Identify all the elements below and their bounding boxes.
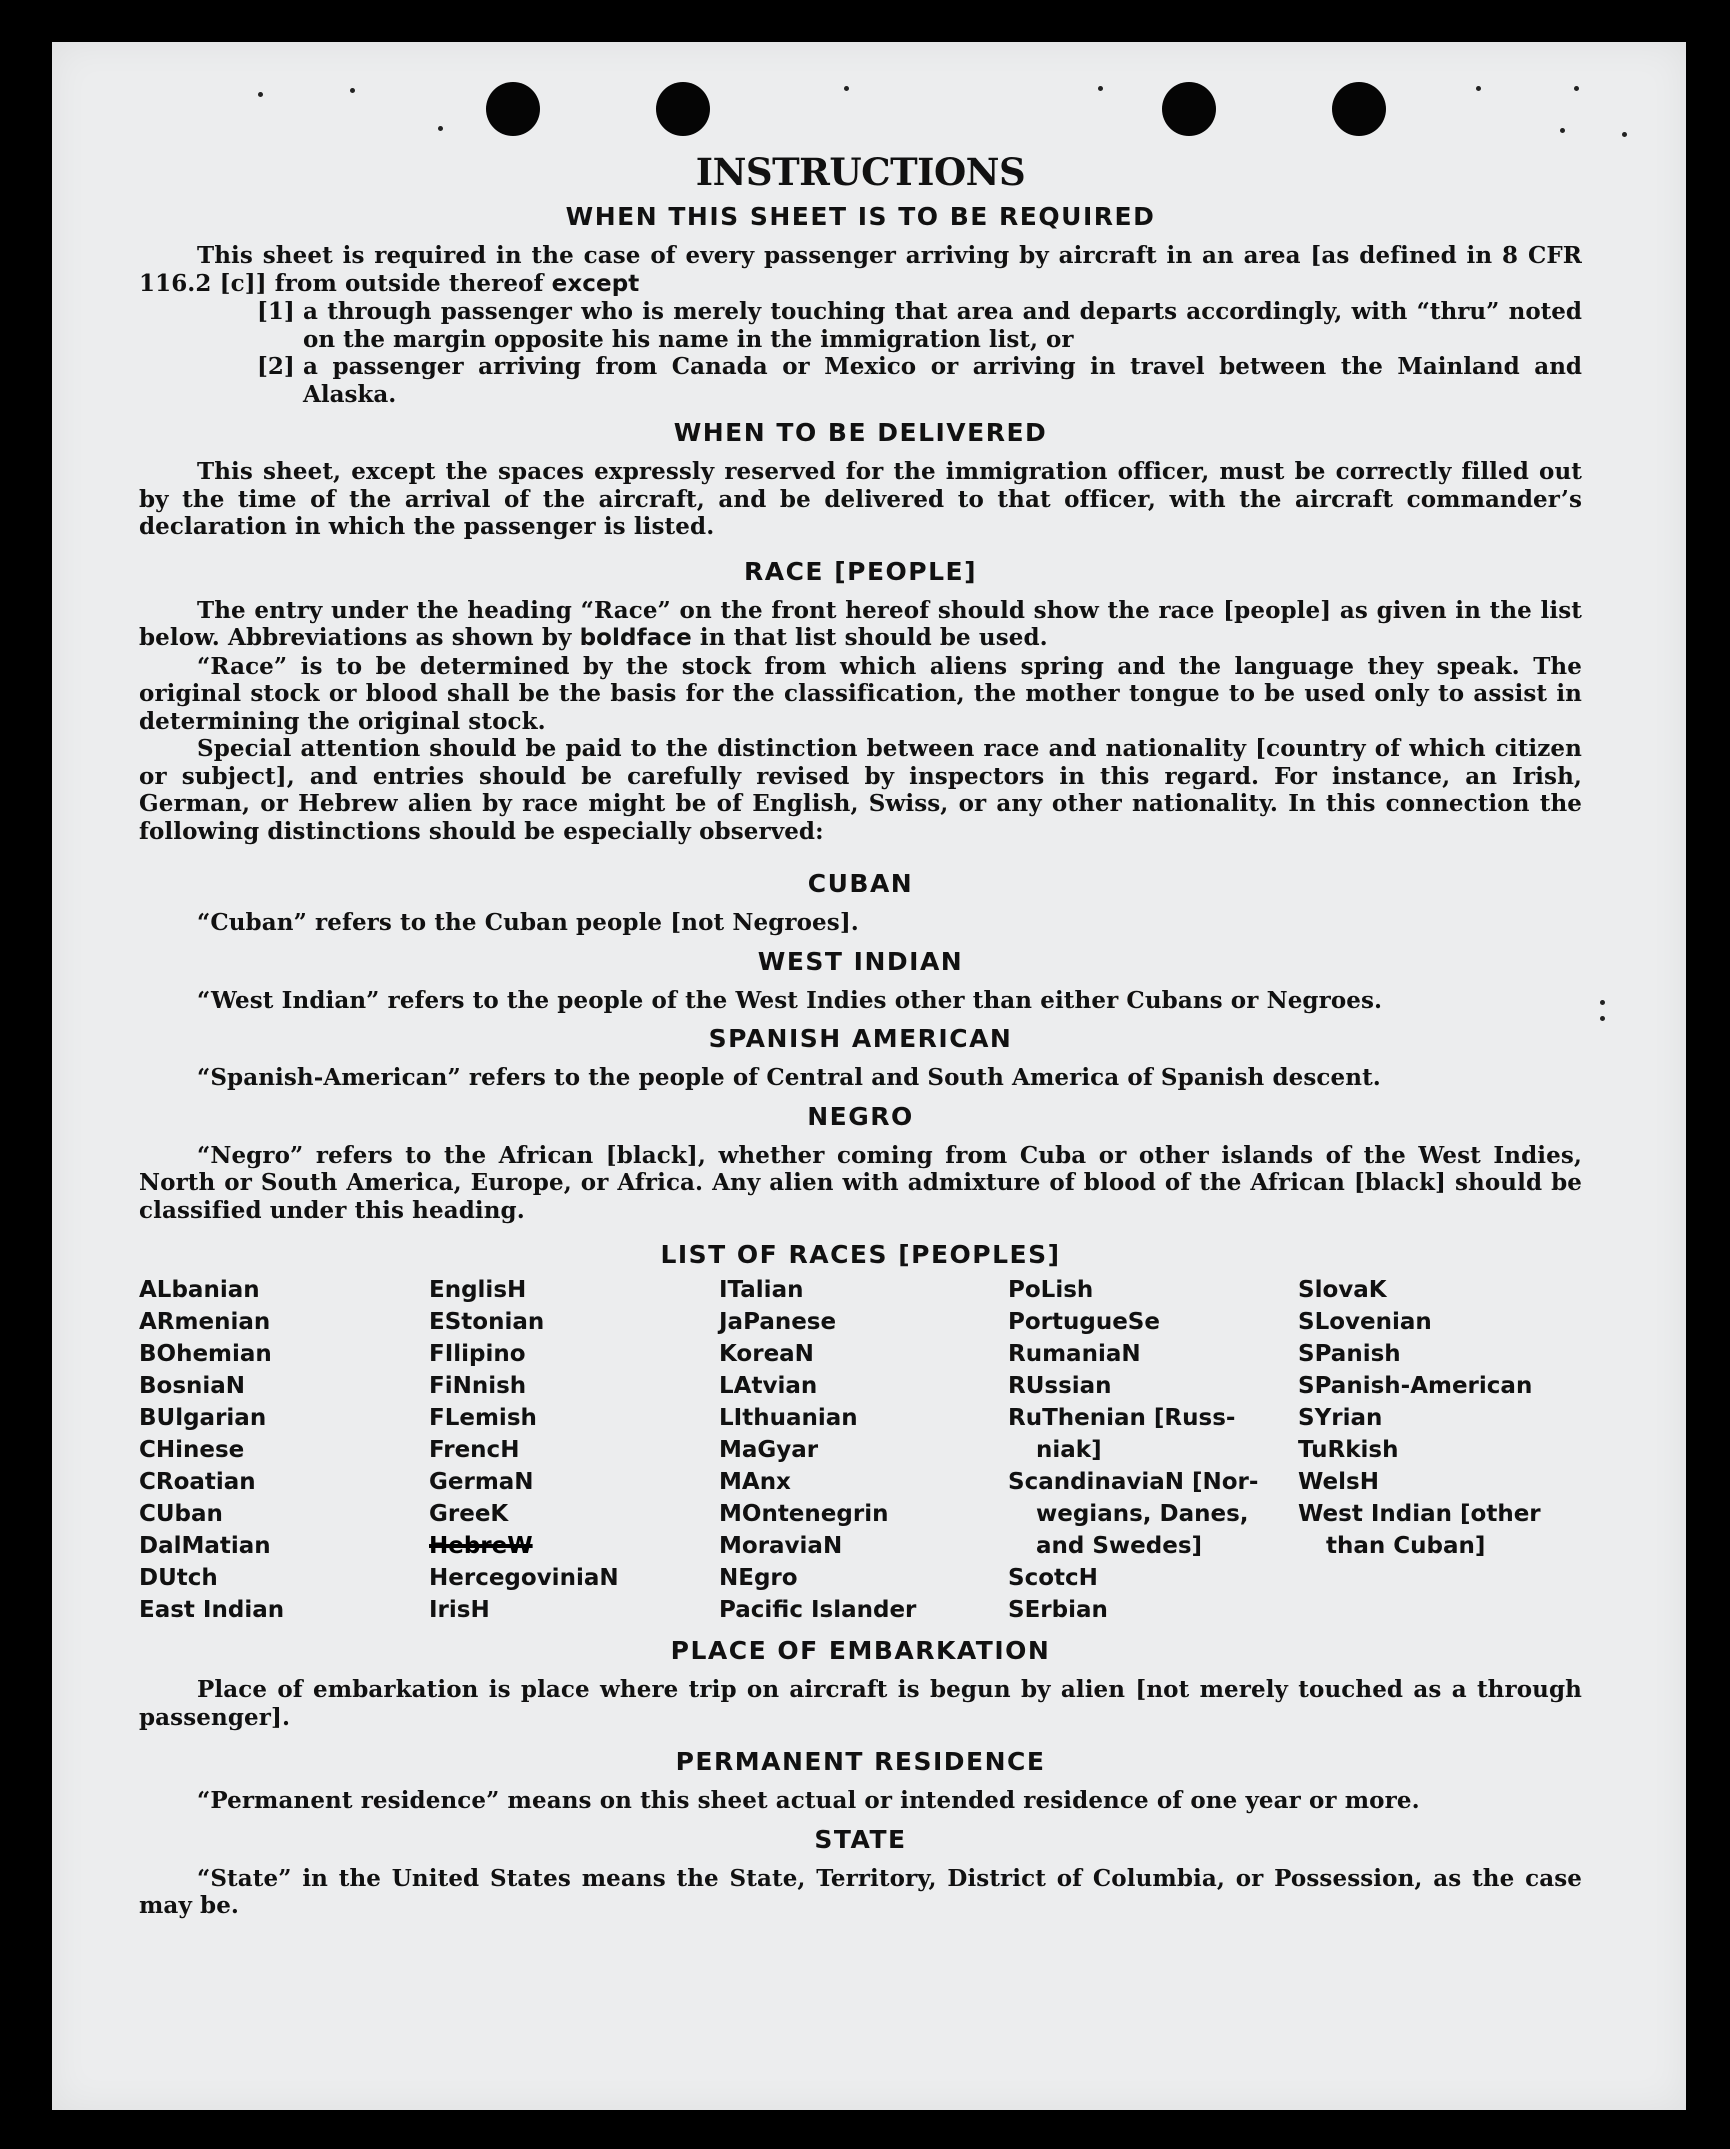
west-indian-text: “West Indian” refers to the people of the West Indies other than either Cubans or Negroes. — [197, 986, 1383, 1014]
race-entry-continued: than Cuban] — [1326, 1533, 1486, 1559]
race-entry: FiNnish — [429, 1373, 527, 1399]
race-entry: CUban — [139, 1501, 223, 1527]
speck — [1476, 86, 1481, 91]
exception-item-2: [2] a passenger arriving from Canada or Mexico or arriving in travel between the Mainland and Alaska. — [257, 353, 1582, 408]
race-entry-continued: wegians, Danes, — [1036, 1501, 1249, 1527]
race-entry: ARmenian — [139, 1309, 271, 1335]
race-entry: SYrian — [1298, 1405, 1383, 1431]
when-delivered-text: This sheet, except the spaces expressly reserved for the immigration officer, must be correctly filled out by the time of the arrival of the aircraft, and be delivered to that officer, with the aircraft commander’s declaration in which the passenger is listed. — [139, 458, 1582, 540]
speck — [1574, 86, 1579, 91]
race-entry: East Indian — [139, 1597, 285, 1623]
race-entry: HercegoviniaN — [429, 1565, 619, 1591]
speck — [1560, 128, 1565, 133]
race-entry: WelsH — [1298, 1469, 1379, 1495]
race-entry: SPanish-American — [1298, 1373, 1533, 1399]
instructions-content — [139, 150, 1582, 1920]
race-entry: DUtch — [139, 1565, 218, 1591]
race-entry: West Indian [other — [1298, 1501, 1541, 1527]
race-entry: SPanish — [1298, 1341, 1401, 1367]
residence-text: “Permanent residence” means on this sheet actual or intended residence of one year or more. — [197, 1787, 1420, 1814]
speck — [1600, 1000, 1605, 1005]
speck — [1622, 132, 1627, 137]
section-heading-embarkation: PLACE OF EMBARKATION — [670, 1636, 1051, 1665]
race-entry: TuRkish — [1298, 1437, 1399, 1463]
speck — [438, 126, 443, 131]
page-title: INSTRUCTIONS — [695, 150, 1026, 194]
race-paragraph-1: The entry under the heading “Race” on the front hereof should show the race [people] as given in the list below. Abbreviations as shown by boldface in that list should be used. — [139, 596, 1582, 651]
section-heading-race: RACE [PEOPLE] — [743, 556, 978, 586]
race-entry: EnglisH — [429, 1277, 527, 1303]
section-heading-residence: PERMANENT RESIDENCE — [675, 1747, 1046, 1776]
race-entry: RUssian — [1008, 1373, 1112, 1399]
race-entry: PortugueSe — [1008, 1309, 1160, 1335]
race-entry: RumaniaN — [1008, 1341, 1141, 1367]
race-entry: NEgro — [719, 1565, 798, 1591]
races-column-2 — [429, 1274, 719, 1626]
race-entry: DalMatian — [139, 1533, 271, 1559]
races-column-5 — [1298, 1274, 1582, 1626]
race-entry-continued: niak] — [1036, 1437, 1102, 1463]
race-entry: MAnx — [719, 1469, 791, 1495]
section-heading-west-indian: WEST INDIAN — [757, 946, 964, 976]
section-heading-cuban: CUBAN — [807, 869, 914, 898]
race-entry: CRoatian — [139, 1469, 256, 1495]
race-entry: FrencH — [429, 1437, 520, 1463]
speck — [844, 86, 849, 91]
race-entry-struck: HebreW — [429, 1533, 533, 1559]
race-entry: CHinese — [139, 1437, 245, 1463]
races-list — [139, 1274, 1582, 1626]
section-heading-spanish-american: SPANISH AMERICAN — [708, 1024, 1013, 1053]
embarkation-text: Place of embarkation is place where trip on aircraft is begun by alien [not merely touched as a through passenger]. — [139, 1676, 1582, 1731]
race-entry: BUlgarian — [139, 1405, 267, 1431]
section-heading-negro: NEGRO — [807, 1101, 914, 1131]
section-heading-state: STATE — [814, 1824, 907, 1854]
race-entry: GermaN — [429, 1469, 534, 1495]
exception-item-1: [1] a through passenger who is merely touching that area and departs accordingly, with “thru” noted on the margin opposite his name in the immigration list, or — [257, 298, 1582, 353]
section-heading-when-required: WHEN THIS SHEET IS TO BE REQUIRED — [565, 202, 1156, 231]
race-entry: EStonian — [429, 1309, 545, 1335]
race-entry: ScandinaviaN [Nor- — [1008, 1469, 1259, 1495]
speck — [1098, 86, 1103, 91]
race-entry: LIthuanian — [719, 1405, 858, 1431]
race-entry: MoraviaN — [719, 1533, 843, 1559]
race-entry: ITalian — [719, 1277, 804, 1303]
race-entry: RuThenian [Russ- — [1008, 1405, 1236, 1431]
races-column-1 — [139, 1274, 429, 1626]
race-entry: LAtvian — [719, 1373, 818, 1399]
speck — [258, 92, 263, 97]
speck — [350, 88, 355, 93]
race-entry: SLovenian — [1298, 1309, 1432, 1335]
race-entry: IrisH — [429, 1597, 490, 1623]
section-heading-list-of-races: LIST OF RACES [PEOPLES] — [660, 1240, 1061, 1269]
race-entry: ScotcH — [1008, 1565, 1098, 1591]
race-entry: BosniaN — [139, 1373, 246, 1399]
cuban-text: “Cuban” refers to the Cuban people [not Negroes]. — [197, 909, 859, 936]
punch-hole — [1332, 82, 1386, 136]
race-entry: FLemish — [429, 1405, 537, 1431]
race-entry: PoLish — [1008, 1277, 1094, 1303]
race-entry: BOhemian — [139, 1341, 272, 1367]
race-entry: Pacific Islander — [719, 1597, 917, 1623]
race-entry: ALbanian — [139, 1277, 260, 1303]
state-text: “State” in the United States means the State, Territory, District of Columbia, or Possession, as the case may be. — [139, 1864, 1582, 1919]
race-entry: MaGyar — [719, 1437, 819, 1463]
race-entry: MOntenegrin — [719, 1501, 889, 1527]
race-entry: SlovaK — [1298, 1277, 1387, 1303]
race-paragraph-2: “Race” is to be determined by the stock from which aliens spring and the language they speak. The original stock or blood shall be the basis for the classification, the mother tongue to be used only to assist in determining the original stock. — [139, 652, 1582, 735]
race-entry: SErbian — [1008, 1597, 1108, 1623]
races-column-4 — [1008, 1274, 1298, 1626]
punch-hole — [656, 82, 710, 136]
when-required-intro: This sheet is required in the case of every passenger arriving by aircraft in an area [as defined in 8 CFR 116.2 [c]] from outside thereof except — [139, 242, 1582, 297]
punch-hole — [1162, 82, 1216, 136]
race-entry: FIlipino — [429, 1341, 526, 1367]
section-heading-when-delivered: WHEN TO BE DELIVERED — [673, 418, 1048, 447]
race-entry-continued: and Swedes] — [1036, 1533, 1203, 1559]
races-column-3 — [719, 1274, 1008, 1626]
negro-text: “Negro” refers to the African [black], whether coming from Cuba or other islands of the West Indies, North or South America, Europe, or Africa. Any alien with admixture of blood of the African [black] should be classified under this heading. — [139, 1141, 1582, 1224]
race-entry: KoreaN — [719, 1341, 814, 1367]
race-entry: GreeK — [429, 1501, 509, 1527]
speck — [1600, 1016, 1605, 1021]
punch-hole — [486, 82, 540, 136]
race-entry: JaPanese — [719, 1309, 837, 1335]
spanish-american-text: “Spanish-American” refers to the people of Central and South America of Spanish descent. — [197, 1064, 1381, 1091]
race-paragraph-3: Special attention should be paid to the distinction between race and nationality [country of which citizen or subject], and entries should be carefully revised by inspectors in this regard. For instance, an Irish, German, or Hebrew alien by race might be of English, Swiss, or any other nationality. In this connection the following distinctions should be especially observed: — [139, 735, 1582, 845]
